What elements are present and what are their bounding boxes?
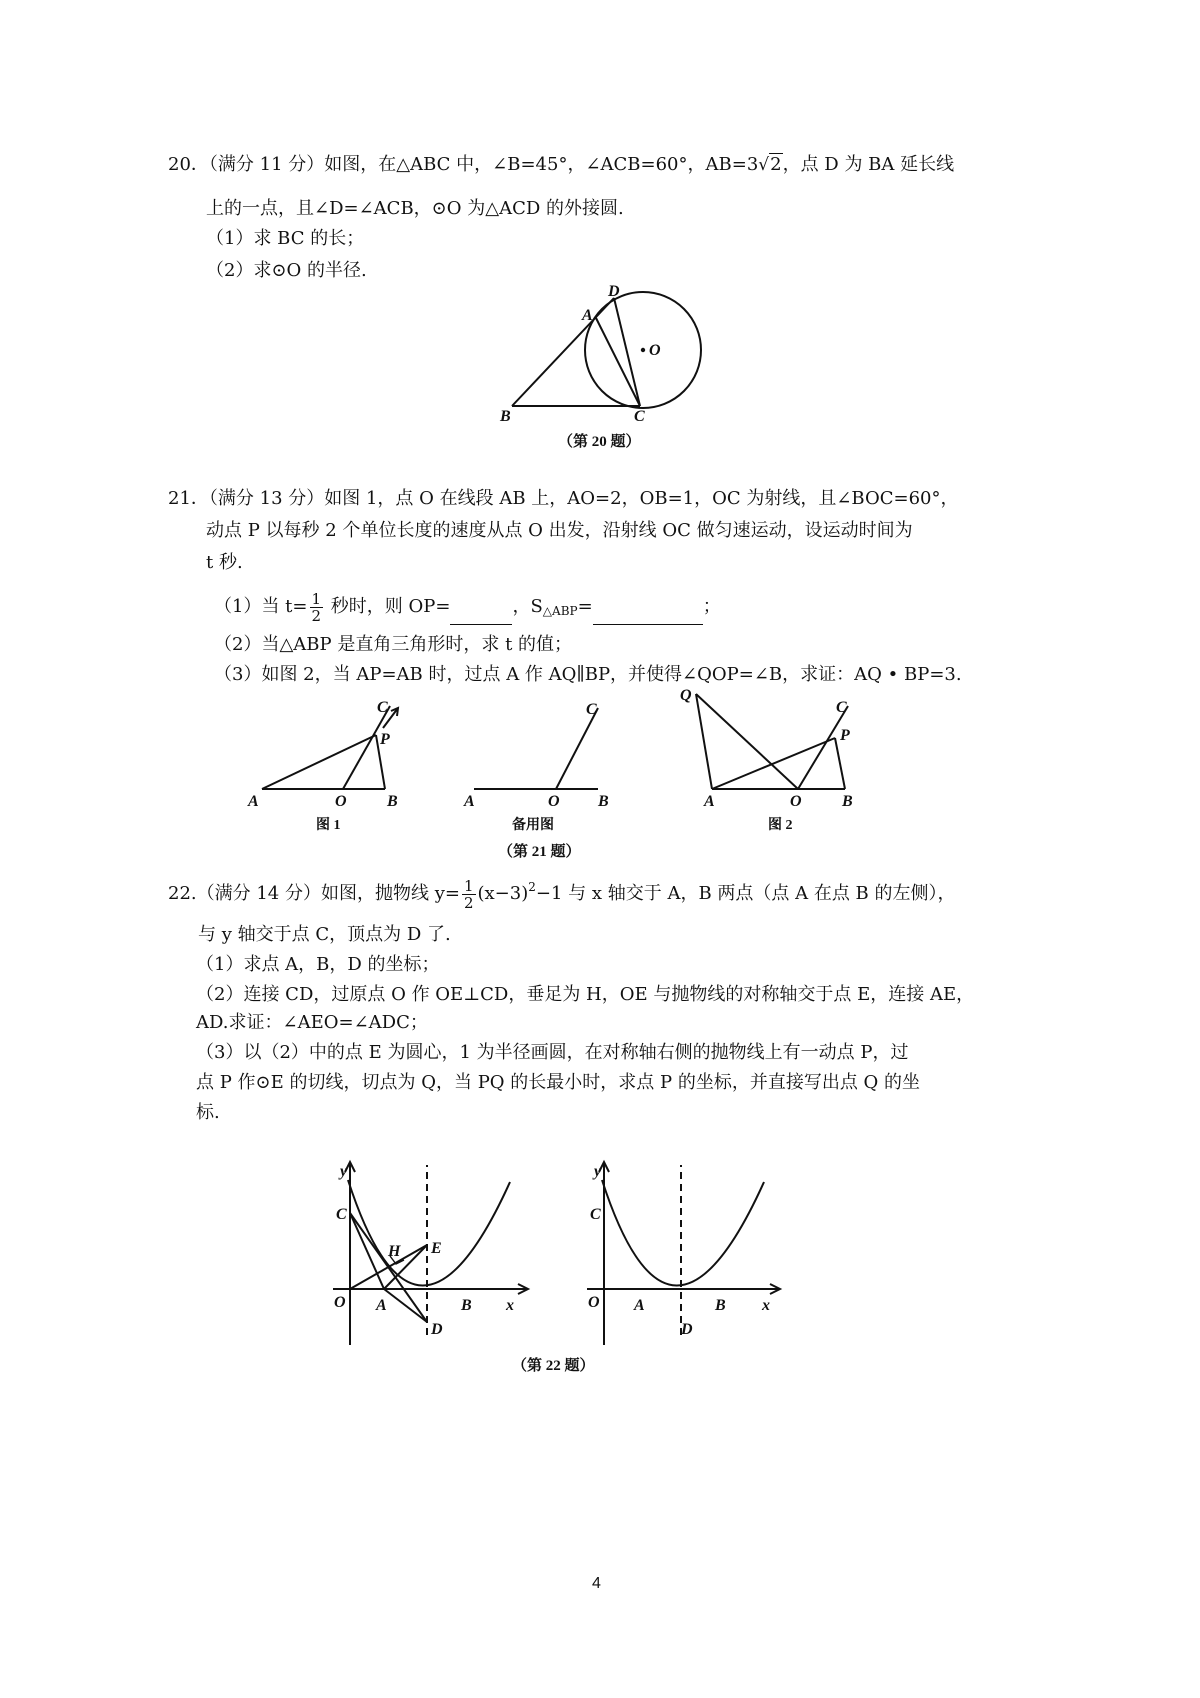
q22l-label-a: A <box>376 1297 387 1314</box>
q22l-x-arrow <box>518 1284 528 1294</box>
q21f2-segment-qo <box>696 694 798 789</box>
q21-line2: 动点 P 以每秒 2 个单位长度的速度从点 O 出发，沿射线 OC 做匀速运动，设运动时间为 <box>206 520 913 541</box>
q21f1-segment-ap <box>262 735 376 789</box>
q22l-label-e: E <box>431 1240 442 1257</box>
q21spare-label-c: C <box>586 701 597 718</box>
page-number: 4 <box>592 1575 601 1592</box>
q20-line2: 上的一点，且∠D=∠ACB，⊙O 为△ACD 的外接圆. <box>206 198 624 219</box>
q20-caption: （第 20 题） <box>558 434 641 450</box>
q22l-parabola <box>348 1180 510 1286</box>
q22-part1: （1）求点 A，B，D 的坐标； <box>196 954 440 975</box>
q22r-label-o: O <box>588 1294 600 1311</box>
q22l-segment-ad <box>384 1289 427 1322</box>
q20-segment-dc <box>614 298 640 406</box>
q22l-label-y: y <box>340 1163 348 1180</box>
q20-segment-bd <box>512 298 614 406</box>
q20-part2: （2）求⊙O 的半径. <box>206 260 367 281</box>
q21f2-segment-ap <box>712 738 835 789</box>
q21f2-ray-oc <box>798 706 848 789</box>
q22r-label-d: D <box>681 1321 693 1338</box>
q22l-right-angle <box>390 1256 404 1264</box>
q20-circle <box>585 292 701 408</box>
q21f2-segment-pb <box>835 738 845 789</box>
q21f2-label-o: O <box>790 793 802 810</box>
q22-part3-line1: （3）以（2）中的点 E 为圆心，1 为半径画圆，在对称轴右侧的抛物线上有一动点 P，过 <box>196 1042 909 1063</box>
q20-label-b: B <box>500 408 511 425</box>
q21-fig2-label: 图 2 <box>768 818 793 833</box>
q22r-label-b: B <box>715 1297 726 1314</box>
q22l-segment-oe <box>350 1245 427 1289</box>
q22-part3-line3: 标. <box>196 1102 220 1123</box>
q21-fig1-label: 图 1 <box>316 818 341 833</box>
q21f2-label-b: B <box>842 793 853 810</box>
q22l-label-h: H <box>388 1243 401 1260</box>
q21f1-segment-pb <box>376 735 385 789</box>
q21-blank-area[interactable] <box>593 590 703 625</box>
q21f1-label-p: P <box>380 731 390 748</box>
q22r-label-a: A <box>634 1297 645 1314</box>
q22l-label-x: x <box>506 1297 514 1314</box>
q20-line1: 20．（满分 11 分）如图，在△ABC 中，∠B=45°，∠ACB=60°，AB=3√2，点 D 为 BA 延长线 <box>168 154 955 175</box>
q20-part1: （1）求 BC 的长； <box>206 228 365 249</box>
q22-line1: 22.（满分 14 分）如图，抛物线 y= $\frac{1}{2}$ $(x-3)^2-1$ 与 x 轴交于 A，B 两点（点 A 在点 B 的左侧）， <box>168 876 956 912</box>
q22r-label-y: y <box>594 1163 602 1180</box>
q22r-x-arrow <box>770 1284 780 1294</box>
q21f1-arrow <box>383 708 398 728</box>
q21f1-label-b: B <box>387 793 398 810</box>
q21f1-arrowhead <box>391 708 398 716</box>
q22-part2-line1: （2）连接 CD，过原点 O 作 OE⊥CD，垂足为 H，OE 与抛物线的对称轴交于点 E，连接 AE， <box>196 984 975 1005</box>
q22l-segment-cd <box>350 1213 427 1322</box>
q22r-label-x: x <box>762 1297 770 1314</box>
q20-segment-ac <box>596 318 640 406</box>
q21f1-label-c: C <box>377 699 388 716</box>
q21-spare-label: 备用图 <box>512 818 554 833</box>
q20-label-c: C <box>634 408 645 425</box>
q21-caption: （第 21 题） <box>498 844 581 860</box>
q20-label-o: O <box>649 342 661 359</box>
q21-blank-op[interactable] <box>450 590 512 625</box>
q21f2-label-p: P <box>840 727 850 744</box>
q21-part1: （1）当 t= $\frac{1}{2}$ 秒时，则 OP= ，$S_{\triangle ABP}=$ ； <box>214 589 721 625</box>
q22l-label-c: C <box>336 1206 347 1223</box>
q21-fraction: $\frac{1}{2}$ <box>311 589 322 625</box>
q22r-parabola <box>602 1180 764 1286</box>
q21f2-label-c: C <box>836 699 847 716</box>
q22l-y-arrow <box>345 1162 355 1172</box>
q21f1-label-a: A <box>248 793 259 810</box>
q22l-label-o: O <box>334 1294 346 1311</box>
q21spare-label-o: O <box>548 793 560 810</box>
q21f1-ray-oc <box>343 706 390 789</box>
q20-center-dot <box>641 348 645 352</box>
q21-line1: 21．（满分 13 分）如图 1，点 O 在线段 AB 上，AO=2，OB=1，OC 为射线，且∠BOC=60°， <box>168 488 959 509</box>
q21f2-label-a: A <box>704 793 715 810</box>
q21-part2: （2）当△ABP 是直角三角形时，求 t 的值； <box>214 634 573 655</box>
q21f2-segment-aq <box>696 694 712 789</box>
q21spare-label-a: A <box>464 793 475 810</box>
q22-caption: （第 22 题） <box>512 1358 595 1374</box>
q22l-segment-ae <box>384 1245 427 1289</box>
q22r-y-arrow <box>599 1162 609 1172</box>
q21-part3: （3）如图 2，当 AP=AB 时，过点 A 作 AQ∥BP，并使得∠QOP=∠B，求证：AQ • BP=3. <box>214 664 962 685</box>
q21spare-ray-oc <box>556 708 598 789</box>
q21f2-label-q: Q <box>680 687 692 704</box>
q22-part3-line2: 点 P 作⊙E 的切线，切点为 Q，当 PQ 的长最小时，求点 P 的坐标，并直接写出点 Q 的坐 <box>196 1072 921 1093</box>
q22-part2-line2: AD.求证：∠AEO=∠ADC； <box>196 1012 428 1033</box>
q22r-label-c: C <box>590 1206 601 1223</box>
q22l-label-d: D <box>431 1321 443 1338</box>
q20-label-d: D <box>608 283 620 300</box>
q21f1-label-o: O <box>335 793 347 810</box>
q22l-label-b: B <box>461 1297 472 1314</box>
q21spare-label-b: B <box>598 793 609 810</box>
q20-label-a: A <box>582 307 593 324</box>
q22-line2: 与 y 轴交于点 C，顶点为 D 了. <box>198 924 451 945</box>
q22-fraction: $\frac{1}{2}$ <box>463 876 474 912</box>
q22l-segment-ca <box>350 1213 384 1289</box>
q21-line3: t 秒. <box>206 552 243 573</box>
